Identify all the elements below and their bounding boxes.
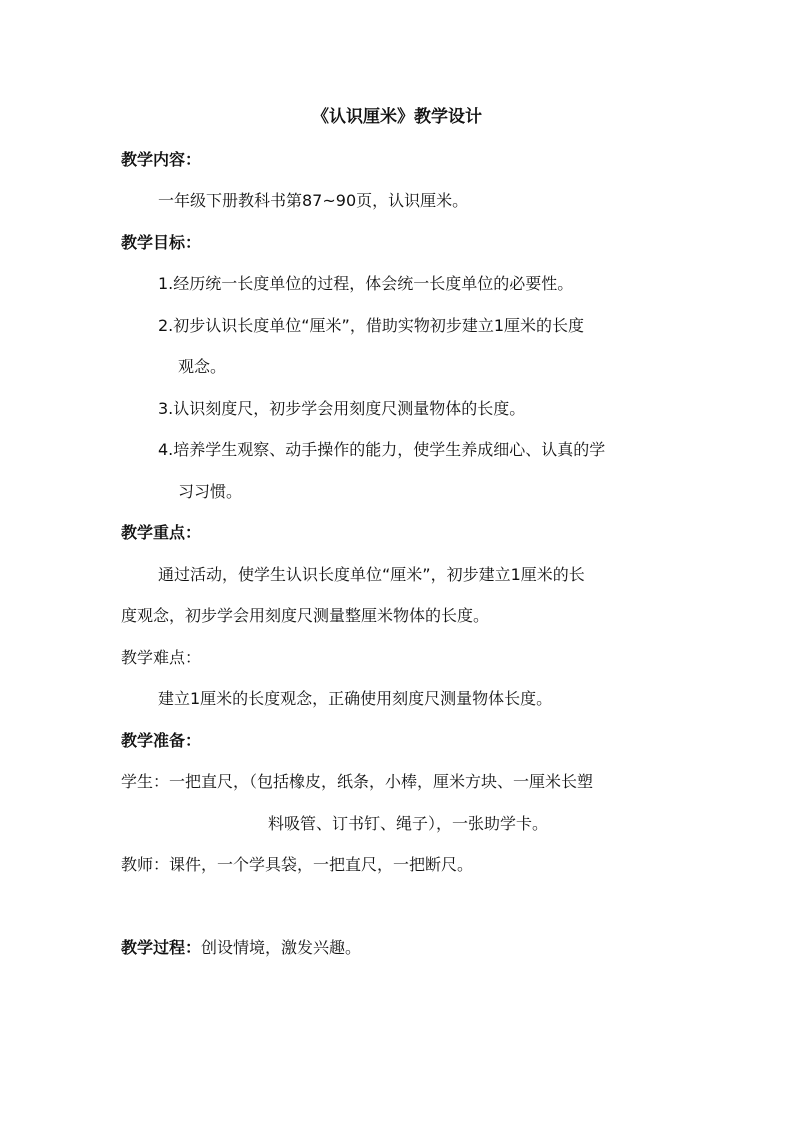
preparation-student-line-2: 料吸管、订书钉、绳子），一张助学卡。 — [268, 814, 549, 833]
key-points-line-2: 度观念，初步学会用刻度尺测量整厘米物体的长度。 — [121, 606, 490, 625]
objective-item-2: 2.初步认识长度单位“厘米”，借助实物初步建立1厘米的长度 — [158, 316, 585, 335]
process-line — [121, 938, 361, 958]
key-points-heading: 教学重点： — [121, 523, 202, 542]
difficulties-heading: 教学难点： — [121, 648, 202, 667]
process-text: 创设情境，激发兴趣。 — [201, 938, 362, 957]
objective-item-2-cont: 观念。 — [178, 357, 227, 376]
key-points-line-1: 通过活动，使学生认识长度单位“厘米”，初步建立1厘米的长 — [158, 565, 585, 584]
content-text: 一年级下册教科书第87~90页，认识厘米。 — [158, 191, 469, 210]
objective-item-4: 4.培养学生观察、动手操作的能力，使学生养成细心、认真的学 — [158, 440, 606, 459]
preparation-heading: 教学准备： — [121, 731, 202, 750]
objectives-heading: 教学目标： — [121, 233, 202, 252]
content-heading: 教学内容： — [121, 150, 202, 169]
preparation-student-line-1: 学生：一把直尺，（包括橡皮，纸条，小棒，厘米方块、一厘米长塑 — [121, 772, 594, 791]
objective-item-1: 1.经历统一长度单位的过程，体会统一长度单位的必要性。 — [158, 274, 574, 293]
objective-item-3: 3.认识刻度尺，初步学会用刻度尺测量物体的长度。 — [158, 399, 526, 418]
document-title: 《认识厘米》教学设计 — [312, 107, 482, 127]
process-label: 教学过程： — [121, 938, 202, 957]
preparation-teacher: 教师：课件，一个学具袋，一把直尺，一把断尺。 — [121, 855, 474, 874]
objective-item-4-cont: 习习惯。 — [178, 482, 243, 501]
difficulties-text: 建立1厘米的长度观念，正确使用刻度尺测量物体长度。 — [158, 689, 553, 708]
